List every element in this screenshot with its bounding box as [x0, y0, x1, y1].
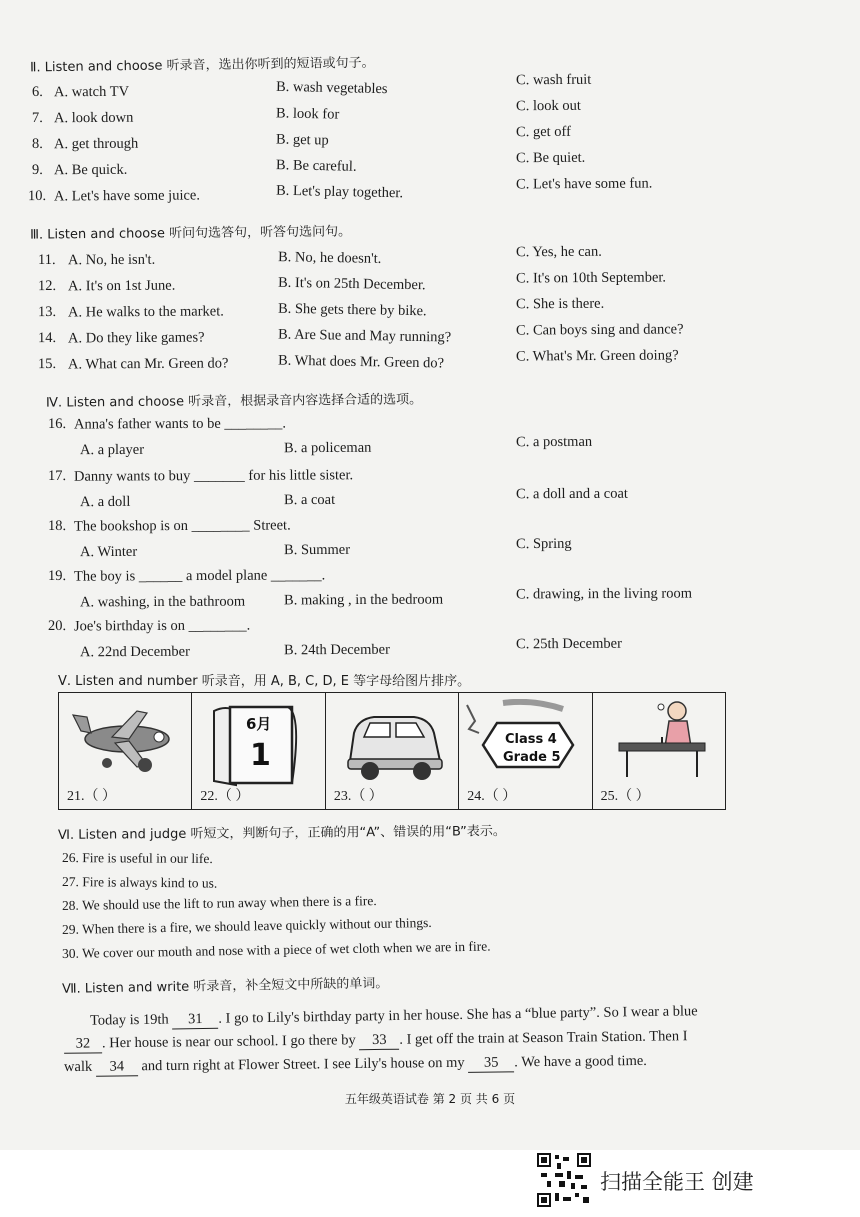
label-22: 22.（ ）: [200, 789, 250, 804]
q20-option-a[interactable]: A. 22nd December: [79, 643, 190, 661]
q11-number: 11.: [37, 251, 56, 269]
class-sign-icon: [463, 699, 583, 785]
q16-option-c[interactable]: C. a postman: [515, 433, 593, 451]
blank-32[interactable]: 32: [64, 1035, 102, 1053]
sign-line-1: Class 4: [505, 732, 558, 747]
q11-option-a[interactable]: A. No, he isn't.: [67, 251, 156, 269]
q14-option-c[interactable]: C. Can boys sing and dance?: [515, 321, 684, 339]
q9-option-b[interactable]: B. Be careful.: [275, 157, 357, 175]
blank-31[interactable]: 31: [172, 1011, 218, 1030]
q12-number: 12.: [37, 277, 57, 295]
passage-text: Today is 19th: [89, 1011, 169, 1029]
statement-30: 30. We cover our mouth and nose with a piece of wet cloth when we are in fire.: [61, 938, 491, 961]
q10-number: 10.: [27, 187, 47, 205]
section-2-heading: Ⅱ. Listen and choose 听录音，选出你听到的短语或句子。: [29, 55, 375, 76]
q16-number: 16.: [47, 415, 67, 433]
q9-option-a[interactable]: A. Be quick.: [53, 161, 128, 179]
passage-text: walk: [63, 1058, 93, 1076]
passage-text: . I get off the train at Season Train Station. Then I: [399, 1028, 688, 1048]
statement-29: 29. When there is a fire, we should leave quickly without our things.: [61, 914, 432, 937]
statement-28: 28. We should use the lift to run away when there is a fire.: [61, 893, 377, 913]
q11-option-b[interactable]: B. No, he doesn't.: [277, 249, 382, 267]
q16-option-a[interactable]: A. a player: [79, 441, 145, 459]
scanner-watermark-text: 扫描全能王 创建: [600, 1170, 754, 1194]
q8-number: 8.: [31, 135, 43, 153]
q7-option-a[interactable]: A. look down: [53, 109, 134, 127]
section-4-heading: Ⅳ. Listen and choose 听录音，根据录音内容选择合适的选项。: [45, 392, 423, 411]
q20-option-c[interactable]: C. 25th December: [515, 635, 622, 653]
q18-option-b[interactable]: B. Summer: [283, 541, 351, 559]
calendar-icon: [206, 701, 316, 791]
q10-option-a[interactable]: A. Let's have some juice.: [53, 187, 201, 205]
picture-cell-car: [326, 693, 459, 809]
passage-text: and turn right at Flower Street. I see Lily's house on my: [141, 1054, 465, 1075]
blank-35[interactable]: 35: [468, 1054, 514, 1072]
q15-option-c[interactable]: C. What's Mr. Green doing?: [515, 347, 679, 365]
q10-option-b[interactable]: B. Let's play together.: [275, 182, 404, 202]
q6-number: 6.: [31, 83, 43, 101]
q12-option-a[interactable]: A. It's on 1st June.: [67, 277, 176, 295]
blank-33[interactable]: 33: [359, 1032, 399, 1050]
q17-option-a[interactable]: A. a doll: [79, 493, 131, 511]
q19-option-c[interactable]: C. drawing, in the living room: [515, 585, 693, 603]
qr-code-icon: [537, 1153, 591, 1207]
blank-34[interactable]: 34: [96, 1058, 138, 1076]
q16-stem: Anna's father wants to be ________.: [73, 415, 287, 433]
q15-number: 15.: [37, 355, 57, 373]
q7-option-b[interactable]: B. look for: [275, 105, 340, 123]
q18-option-a[interactable]: A. Winter: [79, 543, 138, 561]
picture-cell-airplane: [59, 693, 192, 809]
statement-27: 27. Fire is always kind to us.: [61, 874, 218, 891]
q13-option-a[interactable]: A. He walks to the market.: [67, 303, 224, 321]
passage-text: . We have a good time.: [514, 1052, 647, 1071]
section-5-heading: Ⅴ. Listen and number 听录音，用 A, B, C, D, E 等字母给图片排序。: [58, 674, 471, 689]
statement-26: 26. Fire is useful in our life.: [61, 850, 213, 867]
q12-option-c[interactable]: C. It's on 10th September.: [515, 269, 667, 287]
calendar-day: 1: [250, 738, 272, 773]
q20-option-b[interactable]: B. 24th December: [283, 641, 390, 659]
q18-stem: The bookshop is on ________ Street.: [73, 517, 291, 535]
q17-number: 17.: [47, 467, 67, 485]
q11-option-c[interactable]: C. Yes, he can.: [515, 243, 602, 261]
q8-option-c[interactable]: C. get off: [515, 123, 571, 141]
label-23: 23.（ ）: [333, 789, 383, 804]
q8-option-b[interactable]: B. get up: [275, 131, 329, 149]
q17-stem: Danny wants to buy _______ for his little sister.: [73, 467, 354, 485]
q8-option-a[interactable]: A. get through: [53, 135, 139, 153]
q19-option-a[interactable]: A. washing, in the bathroom: [79, 593, 246, 611]
q9-number: 9.: [31, 161, 43, 179]
sign-line-2: Grade 5: [503, 750, 561, 765]
q15-option-b[interactable]: B. What does Mr. Green do?: [277, 352, 445, 372]
passage-text: . Her house is near our school. I go there by: [101, 1032, 356, 1052]
label-25: 25.（ ）: [600, 789, 650, 804]
picture-grid: [58, 692, 726, 810]
q19-option-b[interactable]: B. making , in the bedroom: [283, 591, 444, 609]
picture-cell-calendar: [192, 693, 325, 809]
picture-cell-ping-pong: [593, 693, 725, 809]
page-footer: 五年级英语试卷 第 2 页 共 6 页: [344, 1092, 516, 1106]
q14-option-a[interactable]: A. Do they like games?: [67, 329, 205, 347]
airplane-icon: [67, 701, 187, 781]
q20-stem: Joe's birthday is on ________.: [73, 617, 251, 635]
q12-option-b[interactable]: B. It's on 25th December.: [277, 274, 426, 294]
label-24: 24.（ ）: [467, 789, 517, 804]
q14-option-b[interactable]: B. Are Sue and May running?: [277, 326, 452, 346]
picture-cell-class-sign: [459, 693, 592, 809]
q17-option-c[interactable]: C. a doll and a coat: [515, 485, 628, 503]
passage-line-1: [90, 1003, 698, 1031]
car-icon: [340, 703, 450, 789]
q6-option-c[interactable]: C. wash fruit: [515, 71, 592, 89]
q18-option-c[interactable]: C. Spring: [515, 535, 572, 553]
calendar-month: 6月: [246, 715, 272, 733]
q13-number: 13.: [37, 303, 57, 321]
q13-option-c[interactable]: C. She is there.: [515, 295, 605, 313]
q10-option-c[interactable]: C. Let's have some fun.: [515, 175, 653, 193]
passage-line-3: [64, 1053, 647, 1077]
section-7-heading: Ⅶ. Listen and write 听录音，补全短文中所缺的单词。: [61, 976, 389, 997]
ping-pong-icon: [599, 697, 719, 783]
q7-number: 7.: [31, 109, 43, 127]
q13-option-b[interactable]: B. She gets there by bike.: [277, 300, 427, 320]
passage-line-2: [64, 1028, 688, 1054]
label-21: 21.（ ）: [67, 789, 116, 804]
q19-number: 19.: [47, 567, 67, 585]
q6-option-a[interactable]: A. watch TV: [53, 83, 130, 101]
q6-option-b[interactable]: B. wash vegetables: [275, 78, 388, 98]
q17-option-b[interactable]: B. a coat: [283, 491, 336, 509]
passage-text: . I go to Lily's birthday party in her house. She has a “blue party”. So I wear a blue: [218, 1003, 698, 1027]
q19-stem: The boy is ______ a model plane _______.: [73, 567, 326, 585]
q15-option-a[interactable]: A. What can Mr. Green do?: [67, 355, 229, 373]
q14-number: 14.: [37, 329, 57, 347]
q18-number: 18.: [47, 517, 67, 535]
q16-option-b[interactable]: B. a policeman: [283, 439, 372, 457]
section-6-heading: Ⅵ. Listen and judge 听短文，判断句子，正确的用“A”、错误的用“B”表示。: [57, 824, 506, 843]
section-3-heading: Ⅲ. Listen and choose 听问句选答句，听答句选问句。: [29, 224, 352, 243]
q9-option-c[interactable]: C. Be quiet.: [515, 149, 586, 167]
q7-option-c[interactable]: C. look out: [515, 97, 581, 115]
q20-number: 20.: [47, 617, 67, 635]
